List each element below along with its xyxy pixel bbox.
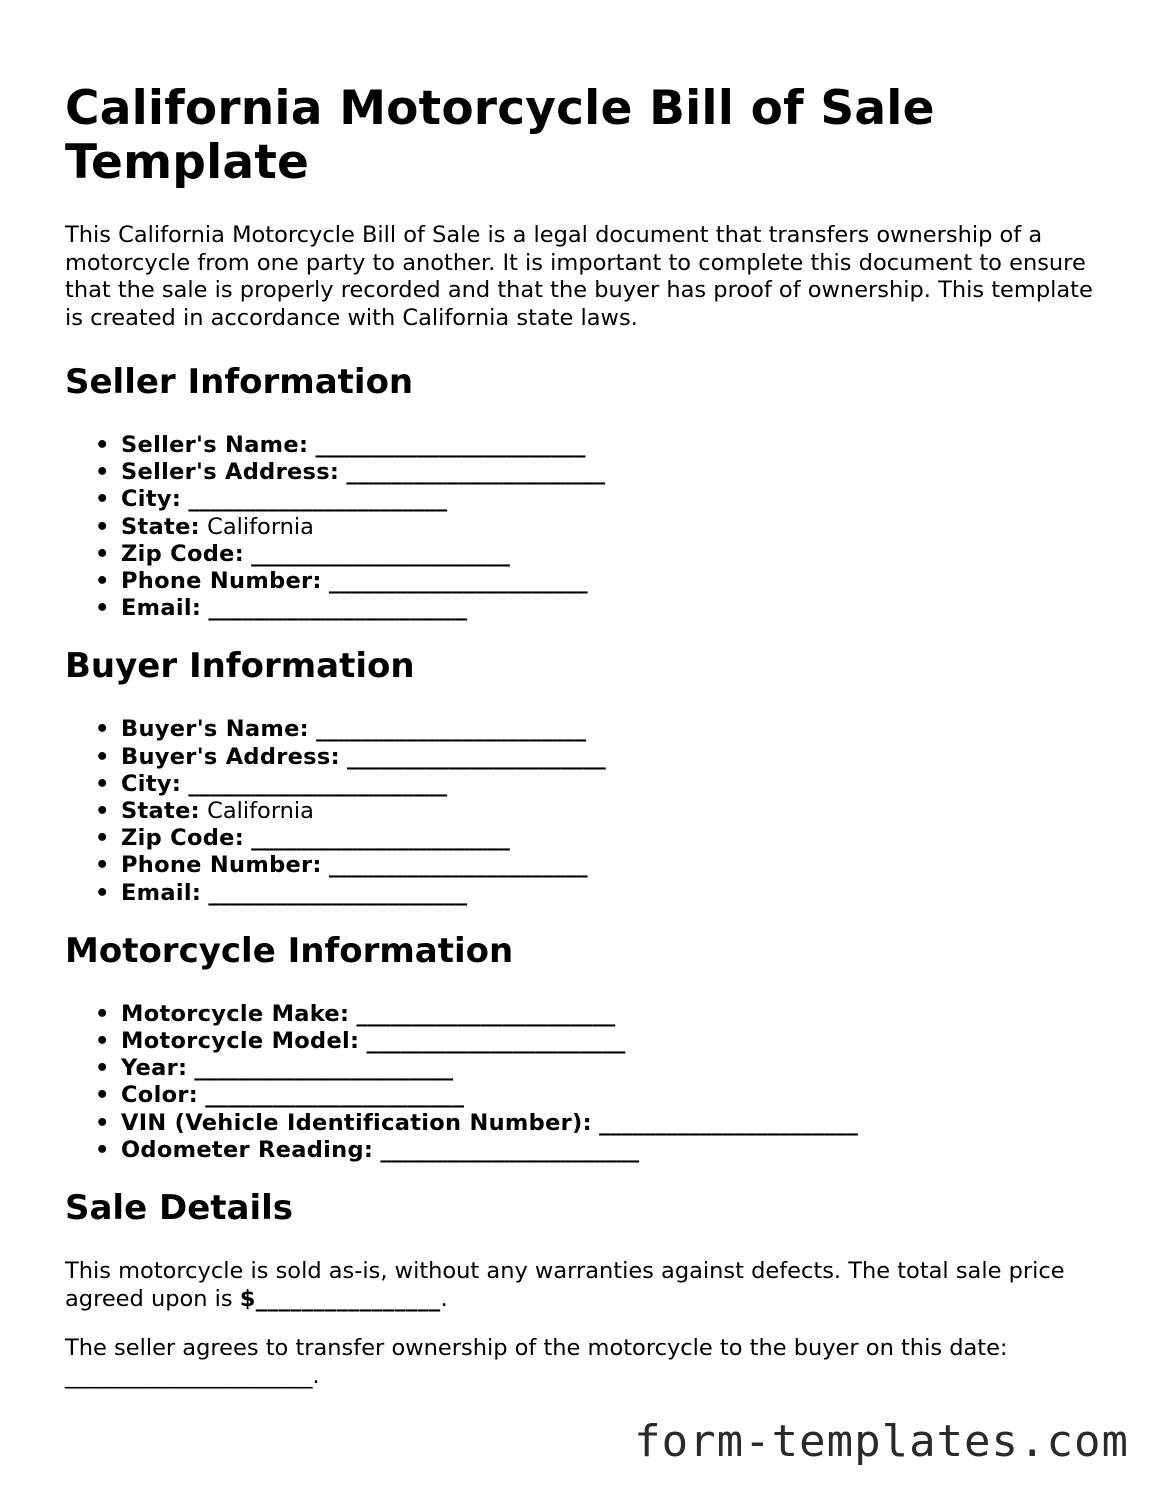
- list-item: [121, 1055, 1095, 1082]
- field-label: Zip Code:: [121, 540, 245, 567]
- field-label: Color:: [121, 1082, 199, 1109]
- list-item: [121, 514, 1095, 541]
- field-label: City:: [121, 486, 182, 513]
- transfer-date-blank: ______________________: [65, 1362, 313, 1389]
- field-label: Seller's Address:: [121, 459, 340, 486]
- field-label: Phone Number:: [121, 568, 322, 595]
- field-blank: _______________________: [251, 540, 510, 567]
- sale-price-blank: $________________: [239, 1285, 441, 1312]
- field-blank: _______________________: [356, 1000, 616, 1027]
- sale-price-paragraph: [65, 1258, 1095, 1313]
- field-value: California: [207, 513, 314, 540]
- list-item: [121, 744, 1095, 771]
- field-label: Odometer Reading:: [121, 1136, 374, 1163]
- field-blank: _______________________: [251, 825, 510, 852]
- list-item: [121, 541, 1095, 568]
- field-blank: _______________________: [188, 486, 448, 513]
- seller-list: [65, 432, 1095, 622]
- intro-paragraph: This California Motorcycle Bill of Sale is a legal document that transfers ownership of a motorcycle from one party to another. It is important to complete this document to ensure that the sale is properly recorded and that the buyer has proof of ownership. This template is created in accordance with California state laws.: [65, 222, 1093, 331]
- list-item: [121, 716, 1095, 743]
- list-item: [121, 880, 1095, 907]
- list-item: [121, 595, 1095, 622]
- field-label: State:: [121, 798, 200, 825]
- motorcycle-list: [65, 1001, 1095, 1164]
- field-blank: ________________________: [315, 432, 586, 458]
- field-value: California: [207, 798, 314, 825]
- field-blank: _______________________: [380, 1136, 640, 1163]
- list-item: [121, 1082, 1095, 1109]
- list-item: [121, 852, 1095, 879]
- field-blank: _______________________: [347, 743, 606, 770]
- field-blank: _______________________: [328, 568, 588, 595]
- list-item: [121, 1028, 1095, 1055]
- list-item: [121, 1137, 1095, 1164]
- transfer-date-paragraph: [65, 1335, 1095, 1390]
- field-label: Year:: [121, 1055, 188, 1082]
- list-item: [121, 459, 1095, 486]
- field-blank: ________________________: [316, 716, 587, 743]
- list-item: [121, 568, 1095, 595]
- list-item: [121, 486, 1095, 513]
- field-blank: _______________________: [194, 1055, 454, 1082]
- field-blank: _______________________: [208, 879, 468, 906]
- motorcycle-heading: Motorcycle Information: [65, 930, 514, 971]
- field-label: VIN (Vehicle Identification Number):: [121, 1109, 592, 1136]
- transfer-date-text: The seller agrees to transfer ownership of the motorcycle to the buyer on this date:: [65, 1335, 1008, 1362]
- field-label: Buyer's Name:: [121, 716, 309, 743]
- list-item: [121, 1110, 1095, 1137]
- field-blank: _______________________: [599, 1109, 858, 1136]
- field-label: Email:: [121, 879, 202, 906]
- field-label: Email:: [121, 595, 202, 622]
- field-label: Motorcycle Make:: [121, 1000, 350, 1027]
- sale-heading: Sale Details: [65, 1188, 294, 1229]
- list-item: [121, 432, 1095, 459]
- field-blank: _______________________: [346, 459, 606, 486]
- field-blank: _______________________: [188, 770, 448, 797]
- field-label: Zip Code:: [121, 825, 245, 852]
- sale-price-text: This motorcycle is sold as-is, without any warranties against defects. The total sale price agreed upon is: [65, 1258, 1065, 1312]
- field-label: State:: [121, 513, 200, 540]
- field-label: Motorcycle Model:: [121, 1028, 360, 1055]
- document-title: California Motorcycle Bill of Sale Template: [65, 81, 935, 190]
- document-page: [65, 82, 1095, 1390]
- list-item: [121, 825, 1095, 852]
- field-blank: _______________________: [328, 852, 588, 879]
- list-item: [121, 798, 1095, 825]
- watermark-logo: form-templates.com: [634, 1416, 1129, 1467]
- field-blank: _______________________: [208, 595, 468, 622]
- field-label: Seller's Name:: [121, 432, 309, 458]
- field-label: City:: [121, 770, 182, 797]
- buyer-list: [65, 716, 1095, 906]
- seller-heading: Seller Information: [65, 362, 414, 402]
- field-label: Buyer's Address:: [121, 743, 340, 770]
- sale-price-end: .: [440, 1285, 448, 1312]
- buyer-heading: Buyer Information: [65, 646, 415, 687]
- transfer-date-end: .: [312, 1362, 320, 1389]
- field-blank: _______________________: [205, 1082, 464, 1109]
- list-item: [121, 1001, 1095, 1028]
- field-label: Phone Number:: [121, 852, 322, 879]
- field-blank: _______________________: [366, 1028, 626, 1055]
- list-item: [121, 771, 1095, 798]
